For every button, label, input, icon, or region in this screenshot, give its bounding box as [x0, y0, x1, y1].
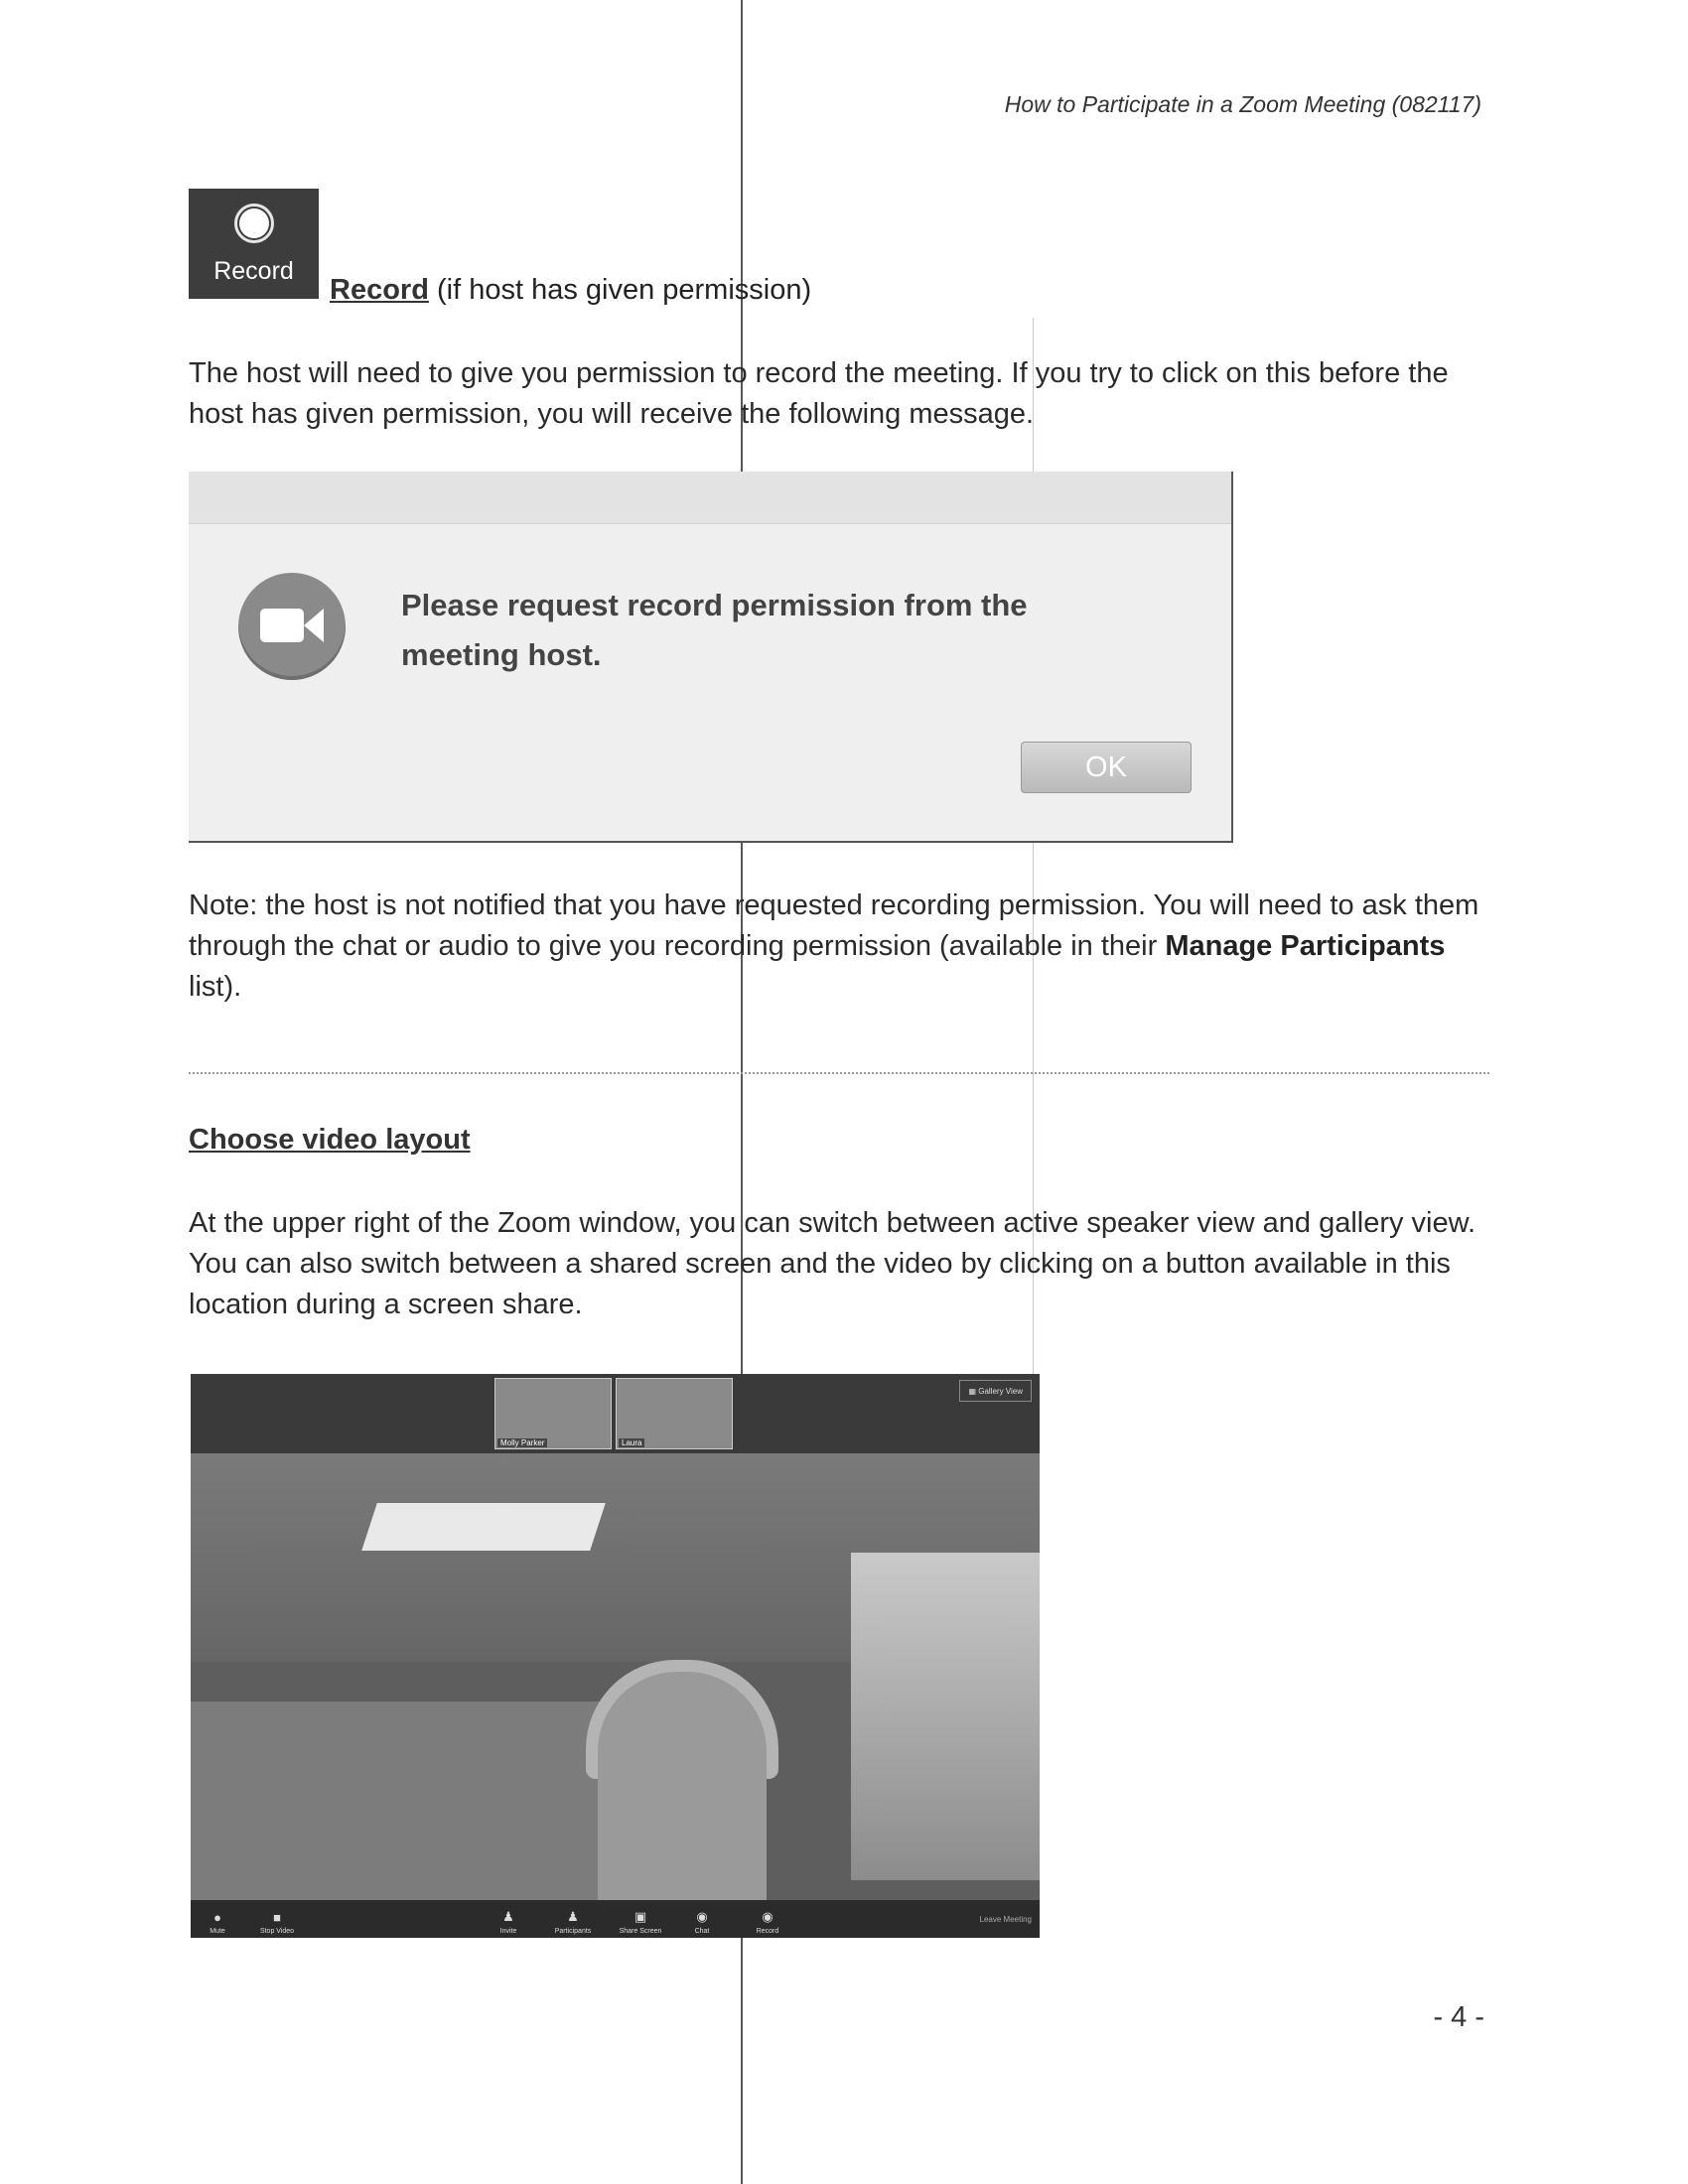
thumbnail-name: Molly Parker	[497, 1438, 547, 1447]
camera-icon: ■	[273, 1910, 281, 1925]
section-divider	[189, 1072, 1489, 1074]
share-screen-tool: ▣ Share Screen	[616, 1909, 665, 1935]
record-heading	[330, 274, 811, 307]
record-button-image	[189, 189, 319, 299]
mute-tool: ● Mute	[193, 1910, 242, 1935]
zoom-window-screenshot	[191, 1374, 1040, 1938]
note-text-before: Note: the host is not notified that you have requested recording permission. You will need to ask them through the chat or audio to give you recording permission (available in their	[189, 889, 1479, 962]
ok-button[interactable]: OK	[1021, 742, 1192, 793]
participants-tool: ♟ Participants	[548, 1909, 598, 1935]
gallery-view-button: ▦ Gallery View	[959, 1380, 1032, 1402]
note-text-after: list).	[189, 971, 242, 1003]
chat-icon: ◉	[696, 1909, 708, 1924]
video-layout-paragraph: At the upper right of the Zoom window, you can switch between active speaker view and gallery view. You can also switch between a shared screen and the video by clicking on a button available in this location during a screen share.	[189, 1207, 1477, 1320]
grid-icon: ▦	[968, 1386, 979, 1396]
note-paragraph	[189, 886, 1499, 1008]
invite-icon: ♟	[502, 1909, 514, 1924]
chat-tool: ◉ Chat	[677, 1909, 727, 1935]
note-bold: Manage Participants	[1165, 930, 1446, 962]
leave-meeting-label: Leave Meeting	[979, 1915, 1032, 1924]
microphone-icon: ●	[213, 1910, 221, 1925]
page-number: - 4 -	[1433, 2001, 1484, 2033]
dialog-titlebar	[189, 472, 1231, 524]
share-screen-icon: ▣	[633, 1909, 647, 1924]
meeting-toolbar	[191, 1900, 1040, 1938]
thumbnail-name: Laura	[619, 1438, 644, 1447]
record-intro-paragraph: The host will need to give you permission to record the meeting. If you try to click on this before the host has given permission, you will receive the following message.	[189, 357, 1449, 430]
participants-icon: ♟	[567, 1909, 579, 1924]
record-icon: ◉	[762, 1909, 774, 1924]
stop-video-tool: ■ Stop Video	[252, 1910, 302, 1935]
thumbnail-video	[494, 1378, 612, 1449]
speaker-video	[598, 1672, 767, 1930]
zoom-camera-icon	[238, 573, 346, 680]
permission-dialog	[189, 472, 1233, 843]
record-icon	[234, 204, 274, 243]
dialog-message: Please request record permission from the meeting host.	[401, 588, 1028, 672]
record-tool: ◉ Record	[743, 1909, 792, 1935]
invite-tool: ♟ Invite	[484, 1909, 533, 1935]
record-heading-strong: Record	[330, 274, 429, 306]
page-header: How to Participate in a Zoom Meeting (082117)	[1004, 91, 1481, 117]
thumbnail-video	[616, 1378, 733, 1449]
record-heading-rest: (if host has given permission)	[428, 274, 812, 306]
record-badge-label: Record	[213, 257, 294, 285]
video-layout-heading: Choose video layout	[189, 1124, 471, 1156]
